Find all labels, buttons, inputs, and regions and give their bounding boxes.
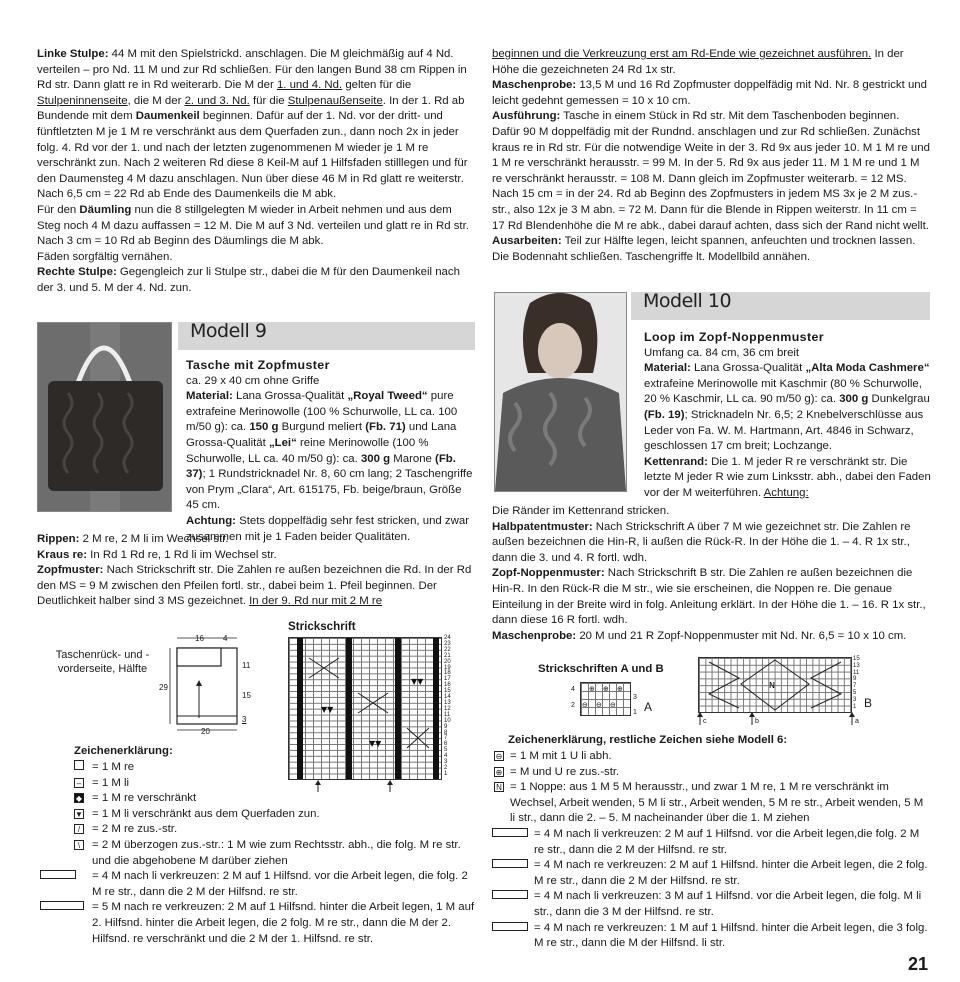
knit-and-yo-icon: ⊕ xyxy=(495,767,503,777)
chart-9-row-number: 8 xyxy=(444,729,448,736)
daeumling-paragraph: Für den Däumling nun die 8 stillgelegten M wieder in Arbeit nehmen und aus dem Steg noch 4 M dazu auffassen = 12 M. Die M auf 3 Nd. verteilen und glatt re in Rd str. Nach 3 cm = 10 Rd ab Beginn des Däumlings die M abk. xyxy=(37,203,469,248)
chart-b-row-number: 9 xyxy=(853,676,857,683)
modell-9-patterns xyxy=(37,532,475,610)
schematic-right-b: 15 xyxy=(242,691,251,700)
legend-9-item: = 1 M re xyxy=(40,760,476,776)
legend-10-item: = 4 M nach re verkreuzen: 2 M auf 1 Hilfsnd. hinter die Arbeit legen, die 2 folg. M re str., dann die 2 M der Hilfsnd. re str. xyxy=(492,858,932,889)
chart-b-mark: a xyxy=(855,718,859,725)
legend-9-item: ▼ = 1 M li verschränkt aus dem Querfaden zun. xyxy=(75,807,320,820)
legend-9-item: = 4 M nach li verkreuzen: 2 M auf 1 Hilfsnd. vor die Arbeit legen, die folg. 2 M re str., dann die 2 M der Hilfsnd. re str. xyxy=(40,869,476,900)
chart-b-arrows xyxy=(696,712,856,726)
zopf-noppen-paragraph: Zopf-Noppenmuster: Nach Strickschrift B str. Die Zahlen re außen bezeichnen die Hin-R. In den Rück-R die M str., wie sie erscheinen, die Noppen re. Die genaue Einteilung in der Breite wird in folg. Anleitung erklärt. In der Höhe die 1. – 16. R 1x str., dann diese 16 R fortl. wdh. xyxy=(492,567,926,627)
kettenrand-continued: Die Ränder im Kettenrand stricken. xyxy=(492,505,670,517)
left-column-top xyxy=(37,47,475,297)
bag-photo xyxy=(37,322,172,512)
chart-9-row-number: 20 xyxy=(444,658,451,665)
svg-text:▼▼: ▼▼ xyxy=(411,677,424,686)
modell-9-size: ca. 29 x 40 cm ohne Griffe xyxy=(186,374,320,387)
chart-9-row-number: 16 xyxy=(444,682,451,689)
k2tog-icon: / xyxy=(74,824,84,834)
legend-9-item: – = 1 M li xyxy=(40,776,476,792)
legend-9-item: / = 2 M re zus.-str. xyxy=(40,822,476,838)
modell-10-material: Material: Lana Grossa-Qualität „Alta Moda Cashmere“ extrafeine Merinowolle mit Kaschmir (80 % Schurwolle, 20 % Kaschmir, LL ca. 90 m/50 g): ca. 300 g Dunkelgrau (Fb. 19); Stricknadeln Nr. 6,5; 2 Knebelverschlüsse aus Leder von Fa. W. M. Hartmann, Art. 4846 in Schwarz, geschlossen 17 cm breit; Lochzange. xyxy=(644,362,930,453)
knit-stitch-icon xyxy=(74,760,84,770)
chart-b-row-number: 1 xyxy=(853,703,857,710)
chart-9-symbols xyxy=(289,638,441,779)
twisted-knit-icon: ◆ xyxy=(75,794,83,804)
chart-b-grid xyxy=(698,657,852,713)
schematic-label: Taschenrück- und -vorderseite, Hälfte xyxy=(55,649,150,675)
legend-10-title: Zeichenerklärung, restliche Zeichen siehe Modell 6: xyxy=(508,734,788,746)
modell-9-material: Material: Lana Grossa-Qualität „Royal Tweed“ pure extrafeine Merinowolle (100 % Schurwolle, LL ca. 100 m/50 g): ca. 150 g Burgund meliert (Fb. 71) und Lana Grossa-Qualität „Lei“ reine Merinowolle (100 % Schurwolle, LL ca. 40 m/50 g): ca. 300 g Marone (Fb. 37); 1 Rundstricknadel Nr. 8, 60 cm lang; 2 Taschengriffe von Prym „Clara“, Art. 615175, Fb. beige/braun, Größe 45 cm. xyxy=(186,390,473,512)
modell-9-achtung: Achtung: Stets doppelfädig sehr fest stricken, und zwar zusammen mit je 1 Faden beider Qualitäten. xyxy=(186,514,469,543)
chart-9-row-number: 2 xyxy=(444,764,448,771)
kraus-paragraph: Kraus re: In Rd 1 Rd re, 1 Rd li im Wechsel str. xyxy=(37,548,277,561)
legend-9-item: = 5 M nach re verkreuzen: 2 M auf 1 Hilfsnd. hinter die Arbeit legen, 1 M auf 2. Hilfsnd. hinter die Arbeit legen, die 2 folg. M re str., dann die M der 2. Hilfsnd. re verschränkt und die 2 M der 1. Hilfsnd. re str. xyxy=(40,900,476,947)
schematic-right-a: 11 xyxy=(242,661,251,670)
svg-text:⊕: ⊕ xyxy=(617,685,623,693)
legend-10-item: N = 1 Noppe: aus 1 M 5 M herausstr., und zwar 1 M re, 1 M re verschränkt im Wechsel, Arbeit wenden, 5 M li str., Arbeit wenden, 5 M re str., Arbeit wenden, 5 M li str., dann die 2. – 5. M nacheinander über die 1. M ziehen xyxy=(492,780,932,827)
chart-b-row-number: 7 xyxy=(853,683,857,690)
legend-10-item: = 4 M nach re verkreuzen: 1 M auf 1 Hilfsnd. hinter die Arbeit legen, die 3 folg. M re str., dann die M der Hilfsnd. li str. xyxy=(492,921,932,952)
legend-9 xyxy=(40,760,476,947)
legend-10-item: ⊕ = M und U re zus.-str. xyxy=(495,765,620,778)
chart-9-row-number: 19 xyxy=(444,664,451,671)
chart-9-row-number: 5 xyxy=(444,747,448,754)
schematic-left: 29 xyxy=(159,683,168,692)
modell-9-banner xyxy=(178,322,475,350)
modell-10-details xyxy=(644,330,934,502)
legend-10-item: ⊖ = 1 M mit 1 U li abh. xyxy=(495,750,612,762)
svg-text:⊖: ⊖ xyxy=(596,701,602,709)
svg-text:⊖: ⊖ xyxy=(610,701,616,709)
legend-10-item: = 4 M nach li verkreuzen: 2 M auf 1 Hilfsnd. vor die Arbeit legen,die folg. 2 M re str., dann die 2 M der Hilfsnd. re str. xyxy=(492,827,932,858)
chart-9-row-number: 23 xyxy=(444,640,451,647)
chart-9-row-number: 15 xyxy=(444,688,451,695)
loop-photo xyxy=(494,292,627,492)
svg-text:⊕: ⊕ xyxy=(589,685,595,693)
legend-10 xyxy=(492,749,932,952)
bobble-icon: N xyxy=(494,782,504,792)
modell-10-patterns xyxy=(492,504,930,644)
ssk-icon: \ xyxy=(74,840,84,850)
chart-b-mark: b xyxy=(755,718,759,725)
chart-9-row-number: 14 xyxy=(444,694,451,701)
chart-9-title: Strickschrift xyxy=(288,620,356,633)
chart-9-row-number: 1 xyxy=(444,770,448,777)
cable-4-left-purl-icon xyxy=(492,890,528,899)
chart-9-row-number: 13 xyxy=(444,699,451,706)
chart-b-row-number: 3 xyxy=(853,696,857,703)
chart-9-row-number: 22 xyxy=(444,646,451,653)
svg-text:▼▼: ▼▼ xyxy=(369,739,382,748)
chart-9-row-number: 9 xyxy=(444,723,448,730)
modell-10-heading: Modell 10 xyxy=(643,290,732,312)
chart-9-row-number: 6 xyxy=(444,741,448,748)
zopfmuster-continued: beginnen und die Verkreuzung erst am Rd-Ende wie gezeichnet ausführen. In der Höhe die gezeichneten 24 Rd 1x str. xyxy=(492,48,904,76)
legend-10-item: = 4 M nach li verkreuzen: 3 M auf 1 Hilfsnd. vor die Arbeit legen, die folg. M li str., dann die 3 M der Hilfsnd. re str. xyxy=(492,889,932,920)
chart-9-row-numbers xyxy=(444,636,460,778)
maschenprobe-10: Maschenprobe: 20 M und 21 R Zopf-Noppenmuster mit Nd. Nr. 6,5 = 10 x 10 cm. xyxy=(492,629,907,642)
chart-9-row-number: 17 xyxy=(444,676,451,683)
svg-text:N: N xyxy=(769,681,775,690)
chart-a-row-right: 1 xyxy=(633,709,637,716)
loop-illustration xyxy=(495,293,626,491)
chart-9-row-number: 10 xyxy=(444,717,451,724)
chart-9-row-number: 3 xyxy=(444,759,448,766)
chart-b-row-number: 5 xyxy=(853,689,857,696)
rechte-stulpe-paragraph: Rechte Stulpe: Gegengleich zur li Stulpe str., dabei die M für den Daumenkeil nach der 3. und 5. M der 4. Nd. zun. xyxy=(37,266,460,294)
faeden-paragraph: Fäden sorgfältig vernähen. xyxy=(37,250,173,263)
chart-9-row-number: 24 xyxy=(444,635,451,641)
modell-10-title: Loop im Zopf-Noppenmuster xyxy=(644,330,825,344)
chart-9-row-number: 7 xyxy=(444,735,448,742)
legend-9-item: ◆ = 1 M re verschränkt xyxy=(75,792,197,805)
cable-4-right-purl-icon xyxy=(492,922,528,931)
svg-text:⊕: ⊕ xyxy=(603,685,609,693)
chart-a-row-left: 2 xyxy=(571,702,575,709)
purl-stitch-icon: – xyxy=(74,778,84,788)
chart-a-grid xyxy=(580,682,631,716)
chart-9-row-number: 18 xyxy=(444,670,451,677)
bag-schematic xyxy=(55,628,255,738)
rippen-paragraph: Rippen: 2 M re, 2 M li im Wechsel str. xyxy=(37,533,229,545)
chart-9-row-number: 11 xyxy=(444,711,451,718)
chart-a-row-left: 4 xyxy=(571,686,575,693)
page-number: 21 xyxy=(907,954,928,974)
modell-10-size: Umfang ca. 84 cm, 36 cm breit xyxy=(644,346,800,359)
modell-9-heading: Modell 9 xyxy=(190,320,267,342)
schematic-right-c: 3 xyxy=(242,715,247,724)
chart-b-symbols xyxy=(699,658,851,712)
kettenrand-paragraph: Kettenrand: Die 1. M jeder R re verschränkt str. Die letzte M jeder R wie zum Linksstr. abh., dabei den Faden vor der M weiterführen. Achtung: xyxy=(644,455,931,499)
chart-b-mark: c xyxy=(703,718,707,725)
schematic-top-a: 16 xyxy=(195,634,204,643)
halbpatent-paragraph: Halbpatentmuster: Nach Strickschrift A über 7 M wie gezeichnet str. Die Zahlen re außen bezeichnen die Hin-R, li außen die Rück-R. In der Höhe die 1. – 4. R 1x str., dann die 3. und 4. R fortl. wdh. xyxy=(492,520,911,564)
chart-b-row-number: 11 xyxy=(853,669,860,676)
chart-b-row-number: 13 xyxy=(853,662,860,669)
charts-ab-title: Strickschriften A und B xyxy=(538,663,664,675)
maschenprobe-9: Maschenprobe: 13,5 M und 16 Rd Zopfmuster doppelfädig mit Nd. Nr. 8 gestrickt und leicht gedehnt gemessen = 10 x 10 cm. xyxy=(492,79,927,107)
chart-a-symbols xyxy=(581,683,630,715)
ausarbeiten-9: Ausarbeiten: Teil zur Hälfte legen, leicht spannen, anfeuchten und trocknen lassen. Die Bodennaht schließen. Taschengriffe lt. Modellbild annähen. xyxy=(492,235,916,263)
chart-9-row-number: 4 xyxy=(444,753,448,760)
legend-9-item: \ = 2 M überzogen zus.-str.: 1 M wie zum Rechtsstr. abh., die folg. M re str. und die abgehobene M darüber ziehen xyxy=(40,838,476,869)
chart-b-row-number: 15 xyxy=(853,656,860,662)
cable-5-icon xyxy=(40,901,84,910)
chart-b-label: B xyxy=(864,696,873,710)
cable-4-icon xyxy=(40,870,76,879)
cable-4-right-icon xyxy=(492,859,528,868)
twisted-purl-increase-icon: ▼ xyxy=(75,809,83,819)
zopfmuster-paragraph: Zopfmuster: Nach Strickschrift str. Die Zahlen re außen bezeichnen die Rd. In der Rd den MS = 9 M zwischen den Pfeilen fortl. str., dabei beim 1. Pfeil beginnen. Der Deutlichkeit halber sind 3 MS gezeichnet. In der 9. Rd nur mit 2 M re xyxy=(37,564,472,608)
legend-9-title: Zeichenerklärung: xyxy=(74,745,173,757)
chart-9-row-number: 21 xyxy=(444,652,451,659)
chart-a-row-right: 3 xyxy=(633,694,637,701)
ausfuehrung-9: Ausführung: Tasche in einem Stück in Rd str. Mit dem Taschenboden beginnen. Dafür 90 M doppelfädig mit der Rundnd. anschlagen und zur Rd schließen. Zunächst kraus re in Rd str. Für die notwendige Weite in der 3. Rd 9x aus jeder 10. M 1 M re und 1 M re verschränkt herausstr. = 99 M. In der 5. Rd 9x aus jeder 11. M 1 M re und 1 M re verschränkt herausstr. = 108 M. Dann gleich im Zopfmuster weiterarb. = 12 MS. Nach 15 cm = in der 24. Rd ab Beginn des Zopfmusters in jedem MS 3x je 2 M zus.-str., also 12x je 3 M abn. = 72 M. Dann für die Blende in Rippen weiterstr. In 11 cm = 17 Rd Blendenhöhe die M re abk., dabei darauf achten, dass sich der Rand nicht wellt. xyxy=(492,110,930,232)
svg-text:⊖: ⊖ xyxy=(582,701,588,709)
modell-9-details xyxy=(186,358,476,545)
knit-yo-icon: ⊖ xyxy=(495,752,503,761)
schematic-bottom: 20 xyxy=(201,727,210,736)
bag-illustration xyxy=(38,323,171,511)
cable-4-left-icon xyxy=(492,828,528,837)
svg-text:▼▼: ▼▼ xyxy=(321,705,334,714)
right-column-top xyxy=(492,47,930,265)
modell-10-banner xyxy=(631,292,930,320)
chart-9-grid xyxy=(288,637,442,780)
chart-a-label: A xyxy=(644,700,653,714)
chart-9-row-number: 12 xyxy=(444,705,451,712)
schematic-top-b: 4 xyxy=(223,634,228,643)
linke-stulpe-paragraph: Linke Stulpe: 44 M mit den Spielstrickd. anschlagen. Die M gleichmäßig auf 4 Nd. verteilen – pro Nd. 11 M und zur Rd schließen. Für den langen Bund 38 cm Rippen in Rd str. Dann glatt re in Rd weiterarb. Die M der 1. und 4. Nd. gelten für die Stulpeninnenseite, die M der 2. und 3. Nd. für die Stulpenaußenseite. In der 1. Rd ab Bundende mit dem Daumenkeil beginnen. Dafür auf der 1. Nd. vor der dritt- und fünftletzten M je 1 M re verschränkt aus dem Querfaden zun., dann noch 2x in jeder folg. 4. Rd vor der 1. und nach der letzten zugenommenen M wieder je 1 M re verschränkt zun. Nach 2 weiteren Rd diese 8 Keil-M auf 1 Hilfsfaden stilllegen und für den Daumensteg 4 M dazu anschlagen. Nun über diese 46 M in Rd glatt re weiterstr. Nach 6,5 cm = 22 Rd ab Ende des Daumenkeils die M abk. xyxy=(37,48,468,201)
modell-9-title: Tasche mit Zopfmuster xyxy=(186,358,330,372)
